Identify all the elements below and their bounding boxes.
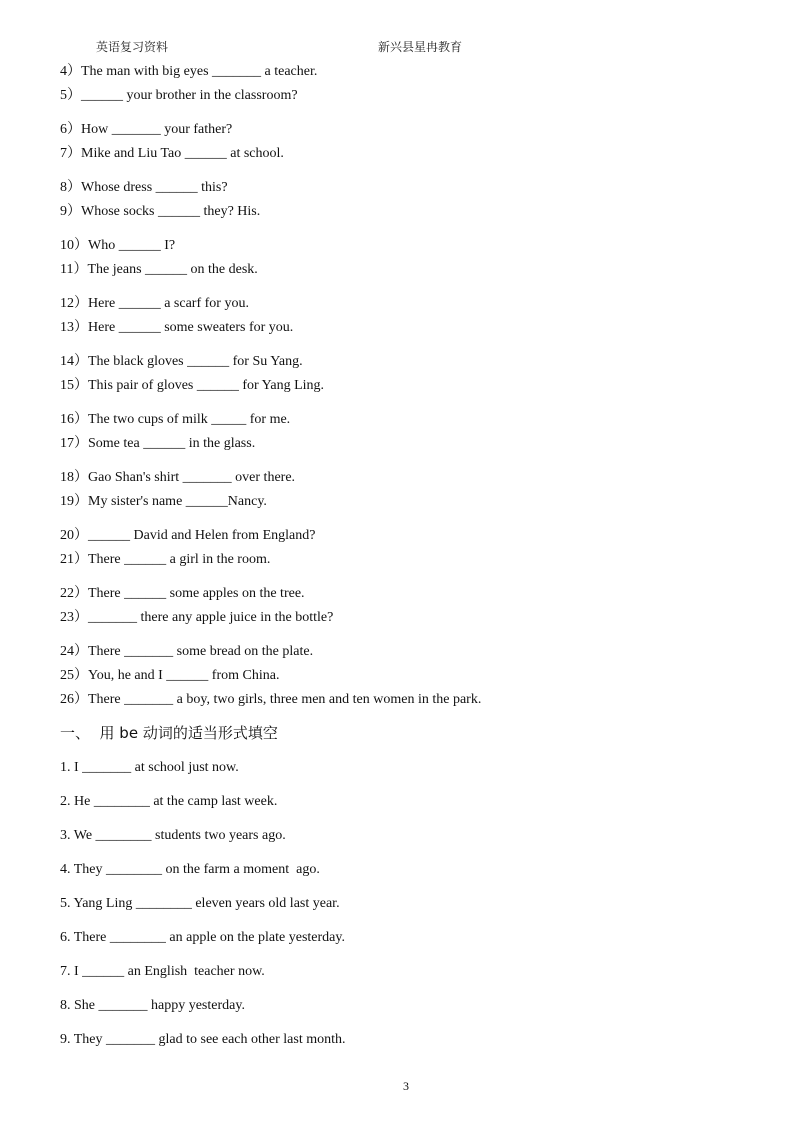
exercise-line: 9. They _______ glad to see each other last month. [60, 1032, 346, 1047]
exercise-line: 26）There _______ a boy, two girls, three men and ten women in the park. [60, 692, 482, 707]
exercise-line: 4）The man with big eyes _______ a teacher. [60, 64, 318, 79]
exercise-line: 18）Gao Shan's shirt _______ over there. [60, 470, 296, 485]
exercise-line: 2. He ________ at the camp last week. [60, 794, 278, 809]
exercise-line: 21）There ______ a girl in the room. [60, 552, 271, 567]
exercise-line: 16）The two cups of milk _____ for me. [60, 412, 291, 427]
exercise-line: 10）Who ______ I? [60, 238, 176, 253]
section-title: 一、 用 be 动词的适当形式填空 [60, 724, 278, 742]
exercise-line: 23）_______ there any apple juice in the bottle? [60, 610, 334, 625]
exercise-line: 1. I _______ at school just now. [60, 760, 239, 775]
exercise-line: 7. I ______ an English teacher now. [60, 964, 265, 979]
exercise-line: 6）How _______ your father? [60, 122, 233, 137]
exercise-line: 5. Yang Ling ________ eleven years old last year. [60, 896, 340, 911]
header-left: 英语复习资料 [96, 40, 169, 54]
exercise-line: 4. They ________ on the farm a moment ago. [60, 862, 320, 877]
exercise-line: 14）The black gloves ______ for Su Yang. [60, 354, 303, 369]
exercise-line: 8. She _______ happy yesterday. [60, 998, 245, 1013]
exercise-line: 7）Mike and Liu Tao ______ at school. [60, 146, 284, 161]
exercise-line: 22）There ______ some apples on the tree. [60, 586, 305, 601]
exercise-line: 13）Here ______ some sweaters for you. [60, 320, 294, 335]
page-number: 3 [403, 1079, 409, 1093]
exercise-line: 19）My sister's name ______Nancy. [60, 494, 267, 509]
exercise-line: 12）Here ______ a scarf for you. [60, 296, 249, 311]
exercise-line: 9）Whose socks ______ they? His. [60, 204, 261, 219]
exercise-line: 6. There ________ an apple on the plate yesterday. [60, 930, 345, 945]
header-right: 新兴县星冉教育 [378, 40, 463, 54]
exercise-line: 24）There _______ some bread on the plate. [60, 644, 314, 659]
exercise-line: 11）The jeans ______ on the desk. [60, 262, 258, 277]
exercise-line: 25）You, he and I ______ from China. [60, 668, 280, 683]
exercise-line: 5）______ your brother in the classroom? [60, 88, 298, 103]
exercise-line: 20）______ David and Helen from England? [60, 528, 316, 543]
exercise-line: 17）Some tea ______ in the glass. [60, 436, 256, 451]
exercise-line: 8）Whose dress ______ this? [60, 180, 228, 195]
exercise-line: 3. We ________ students two years ago. [60, 828, 286, 843]
exercise-line: 15）This pair of gloves ______ for Yang Ling. [60, 378, 325, 393]
